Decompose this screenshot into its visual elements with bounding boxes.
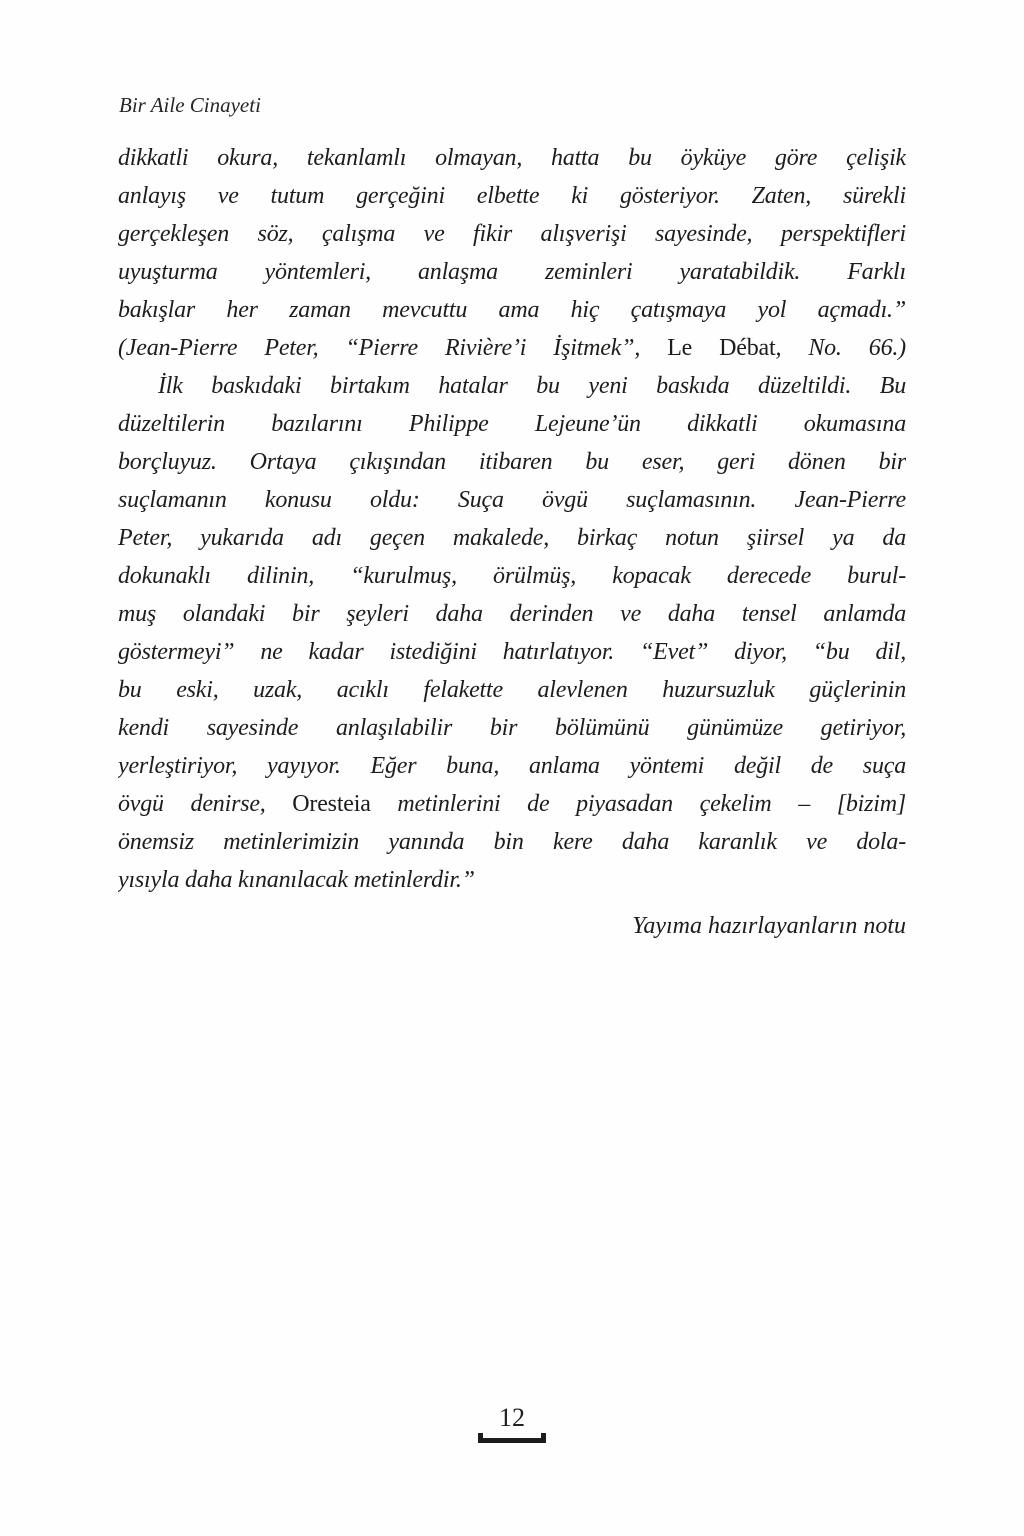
- italic-text-segment: suçlamanın konusu oldu: Suça övgü suçlamasının. Jean-Pierre: [118, 487, 906, 513]
- text-line: [118, 139, 906, 177]
- text-line: [118, 823, 906, 861]
- text-line: [118, 291, 906, 329]
- italic-text-segment: (Jean-Pierre Peter, “Pierre Rivière’i İşitmek”,: [118, 335, 668, 361]
- running-header: Bir Aile Cinayeti: [119, 93, 261, 117]
- text-line: [118, 367, 906, 405]
- text-block: [118, 139, 906, 945]
- text-line: [118, 481, 906, 519]
- italic-text-segment: övgü denirse,: [118, 791, 293, 817]
- text-line: [118, 329, 906, 367]
- text-line: [118, 519, 906, 557]
- upright-text-segment: Oresteia: [292, 791, 371, 817]
- text-line: [118, 253, 906, 291]
- text-line: [118, 405, 906, 443]
- italic-text-segment: önemsiz metinlerimizin yanında bin kere daha karanlık ve dola-: [118, 829, 906, 855]
- text-line: [118, 557, 906, 595]
- editors-note-signature: Yayıma hazırlayanların notu: [632, 913, 906, 939]
- text-line: [118, 709, 906, 747]
- text-line: [118, 215, 906, 253]
- page-number: 12: [499, 1403, 525, 1432]
- text-line: [118, 861, 906, 899]
- text-line: [118, 595, 906, 633]
- italic-text-segment: İlk baskıdaki birtakım hatalar bu yeni baskıda düzeltildi. Bu: [158, 373, 906, 399]
- italic-text-segment: , No. 66.): [775, 335, 906, 361]
- italic-text-segment: göstermeyi” ne kadar istediğini hatırlatıyor. “Evet” diyor, “bu dil,: [118, 639, 906, 665]
- text-line: [118, 443, 906, 481]
- italic-text-segment: uyuşturma yöntemleri, anlaşma zeminleri yaratabildik. Farklı: [118, 259, 906, 285]
- italic-text-segment: yısıyla daha kınanılacak metinlerdir.”: [118, 867, 475, 893]
- text-line: [118, 747, 906, 785]
- italic-text-segment: düzeltilerin bazılarını Philippe Lejeune’ün dikkatli okumasına: [118, 411, 906, 437]
- page-footer: [0, 1404, 1024, 1443]
- italic-text-segment: metinlerini de piyasadan çekelim – [bizim]: [370, 791, 906, 817]
- italic-text-segment: yerleştiriyor, yayıyor. Eğer buna, anlama yöntemi değil de suça: [118, 753, 906, 779]
- italic-text-segment: bakışlar her zaman mevcuttu ama hiç çatışmaya yol açmadı.”: [118, 297, 906, 323]
- italic-text-segment: kendi sayesinde anlaşılabilir bir bölümünü günümüze getiriyor,: [118, 715, 906, 741]
- text-line: [118, 785, 906, 823]
- upright-text-segment: Le Débat: [667, 335, 776, 361]
- page-number-bracket-ornament: [478, 1433, 546, 1443]
- italic-text-segment: dikkatli okura, tekanlamlı olmayan, hatta bu öyküye göre çelişik: [118, 145, 906, 171]
- italic-text-segment: dokunaklı dilinin, “kurulmuş, örülmüş, kopacak derecede burul-: [118, 563, 906, 589]
- text-line: [118, 633, 906, 671]
- text-line: [118, 671, 906, 709]
- italic-text-segment: muş olandaki bir şeyleri daha derinden ve daha tensel anlamda: [118, 601, 906, 627]
- italic-text-segment: anlayış ve tutum gerçeğini elbette ki gösteriyor. Zaten, sürekli: [118, 183, 906, 209]
- italic-text-segment: bu eski, uzak, acıklı felakette alevlenen huzursuzluk güçlerinin: [118, 677, 906, 703]
- italic-text-segment: gerçekleşen söz, çalışma ve fikir alışverişi sayesinde, perspektifleri: [118, 221, 906, 247]
- text-line: [118, 177, 906, 215]
- italic-text-segment: Peter, yukarıda adı geçen makalede, birkaç notun şiirsel ya da: [118, 525, 906, 551]
- italic-text-segment: borçluyuz. Ortaya çıkışından itibaren bu eser, geri dönen bir: [118, 449, 906, 475]
